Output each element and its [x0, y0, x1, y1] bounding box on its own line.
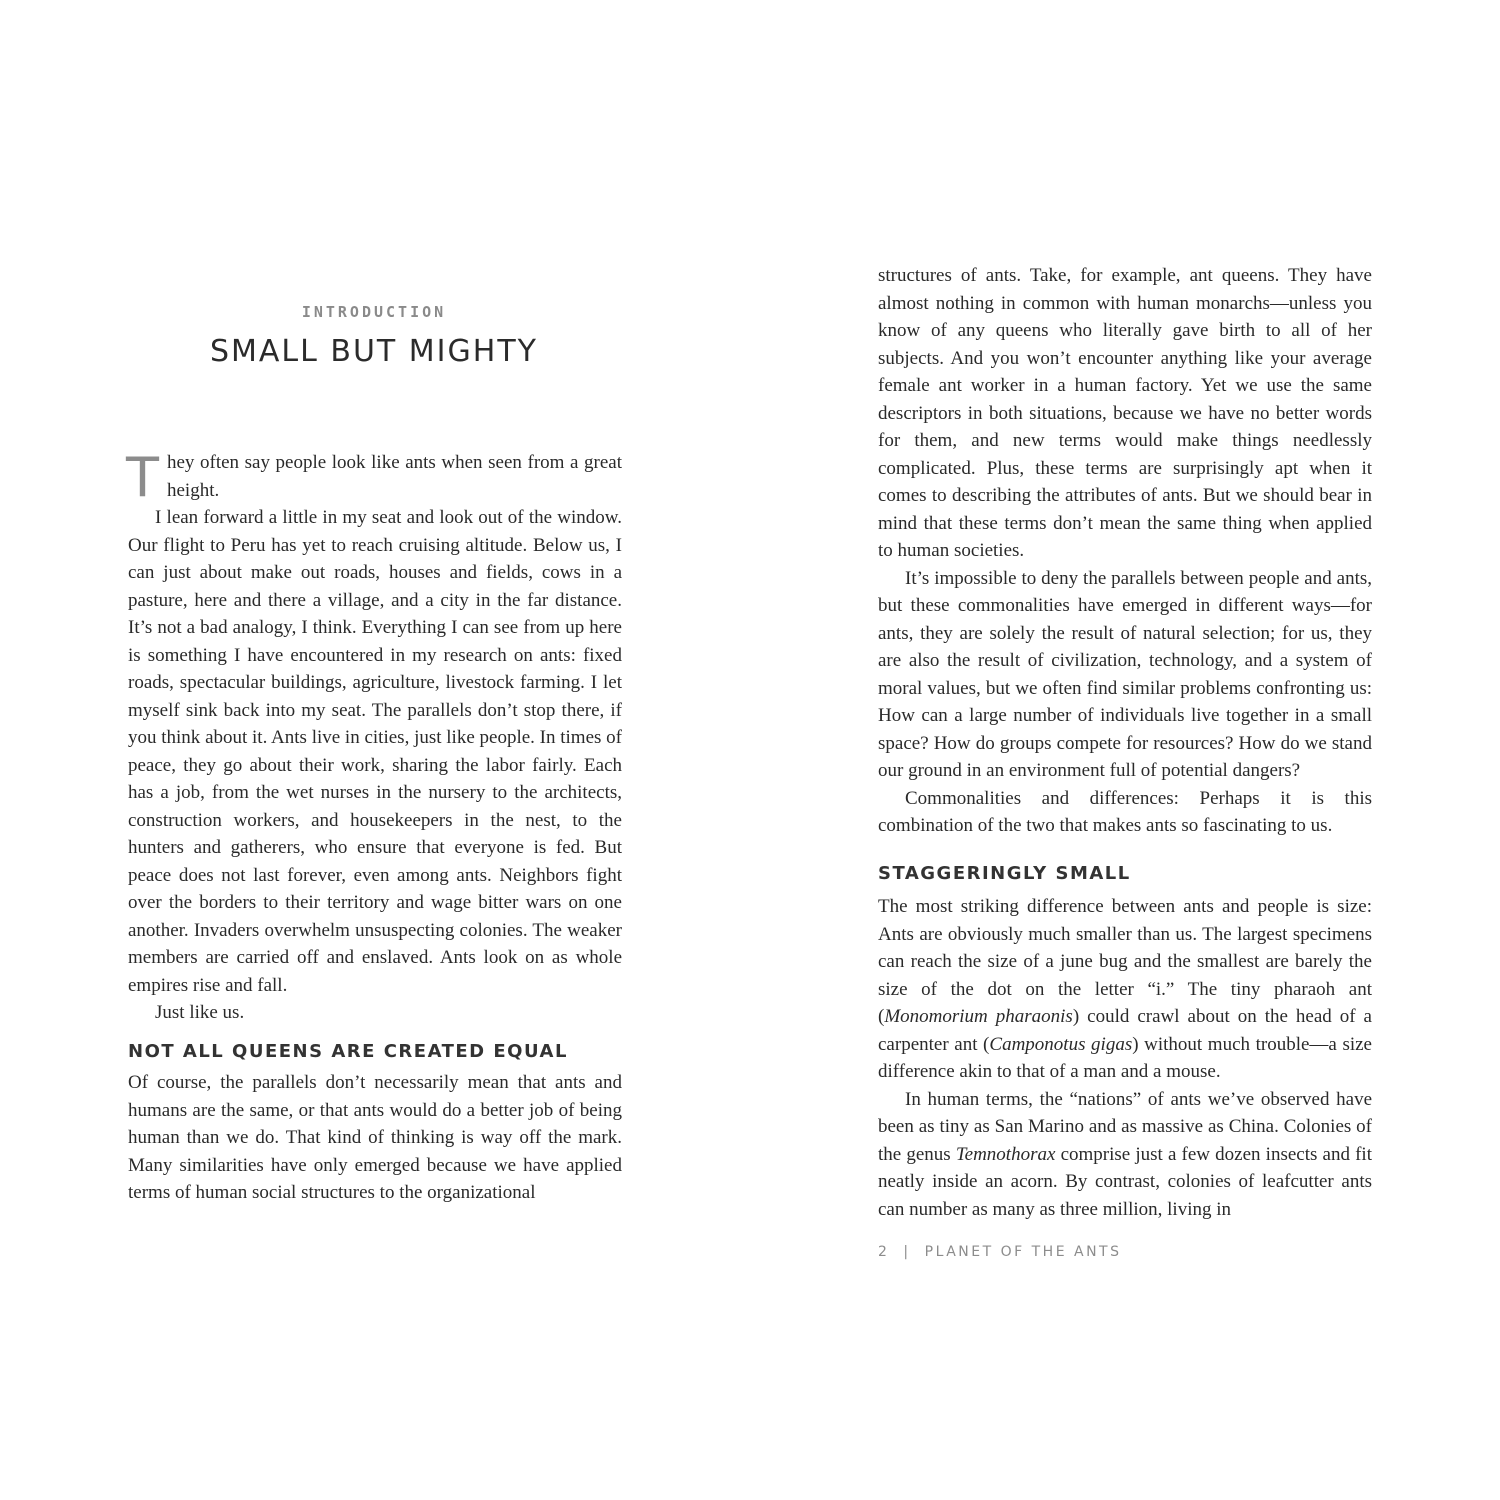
body-paragraph: Commonalities and differences: Perhaps it is this combination of the two that makes ants so fascinating to us.: [878, 787, 1372, 836]
body-paragraph: structures of ants. Take, for example, ant queens. They have almost nothing in common with human monarchs—unless you know of any queens who literally gave birth to all of her subjects. And you won’t encounter anything like your average female ant worker in a human factory. Yet we use the same descriptors in both situations, because we have no better words for them, and new terms would make things needlessly complicated. Plus, these terms are surprisingly apt when it comes to describing the attributes of ants. But we should bear in mind that these terms don’t mean the same thing when applied to human societies.: [878, 265, 1372, 561]
body-paragraph: I lean forward a little in my seat and look out of the window. Our flight to Peru has yet to reach cruising altitude. Below us, I can just about make out roads, houses and fields, cows in a pasture, here and there a village, and a city in the far distance. It’s not a bad analogy, I think. Everything I can see from up here is something I have encountered in my research on ants: fixed roads, spectacular buildings, agriculture, livestock farming. I let myself sink back into my seat. The parallels don’t stop there, if you think about it. Ants live in cities, just like people. In times of peace, they go about their work, sharing the labor fairly. Each has a job, from the wet nurses in the nursery to the architects, construction workers, and housekeepers in the nest, to the hunters and gatherers, who ensure that everyone is fed. But peace does not last forever, even among ants. Neighbors fight over the borders to their territory and wage bitter wars on one another. Invaders overwhelm unsuspecting colonies. The weaker members are carried off and enslaved. Ants look on as whole empires rise and fall.: [128, 507, 622, 996]
text-run: comprise just a few dozen insects and fit neatly inside an acorn. By contrast, colonies of leafcutter ants can number as many as three million, living in: [878, 1143, 1372, 1220]
text-run: ) could crawl about on the head of a carpenter ant (: [878, 1006, 1372, 1055]
text-run: In human terms, the “nations” of ants we’ve observed have been as tiny as San Marino and as massive as China. Colonies of the genus: [878, 1088, 1372, 1165]
body-paragraph: It’s impossible to deny the parallels between people and ants, but these commonalities have emerged in different ways—for ants, they are solely the result of natural selection; for us, they are also the result of civilization, technology, and a system of moral values, but we often find similar problems confronting us: How can a large number of individuals live together in a small space? How do groups compete for resources? How do we stand our ground in an environment full of potential dangers?: [878, 567, 1372, 781]
opening-paragraph: [126, 446, 622, 509]
page-footer: [878, 1244, 1122, 1260]
section-heading: STAGGERINGLY SMALL: [878, 862, 1131, 884]
chapter-label: INTRODUCTION: [301, 303, 447, 321]
opening-paragraph-text: hey often say people look like ants when seen from a great height.: [167, 452, 622, 501]
right-text-column: [878, 262, 1372, 1223]
text-run: ) without much trouble—a size difference akin to that of a man and a mouse.: [878, 1033, 1372, 1082]
body-paragraph: Just like us.: [155, 1002, 245, 1023]
species-name: Camponotus gigas: [989, 1033, 1133, 1055]
text-run: The most striking difference between ants and people is size: Ants are obviously much smaller than us. The largest specimens can reach the size of a june bug and the smallest are barely the size of the dot on the letter “i.” The tiny pharaoh ant (: [878, 896, 1372, 1027]
left-text-column: [126, 446, 622, 1207]
section-heading: NOT ALL QUEENS ARE CREATED EQUAL: [128, 1040, 568, 1062]
body-paragraph: [878, 893, 1372, 1086]
body-paragraph: Of course, the parallels don’t necessarily mean that ants and humans are the same, or that ants would do a better job of being human than we do. That kind of thinking is way off the mark. Many similarities have only emerged because we have applied terms of human social structures to the organizational: [128, 1072, 622, 1203]
species-name: Monomorium pharaonis: [884, 1006, 1073, 1027]
drop-cap: T: [126, 446, 159, 509]
running-title: PLANET OF THE ANTS: [924, 1244, 1122, 1260]
footer-separator: |: [903, 1244, 911, 1260]
genus-name: Temnothorax: [955, 1143, 1056, 1165]
body-paragraph: [878, 1086, 1372, 1224]
chapter-title: SMALL BUT MIGHTY: [209, 334, 538, 369]
page-number: 2: [878, 1244, 890, 1260]
